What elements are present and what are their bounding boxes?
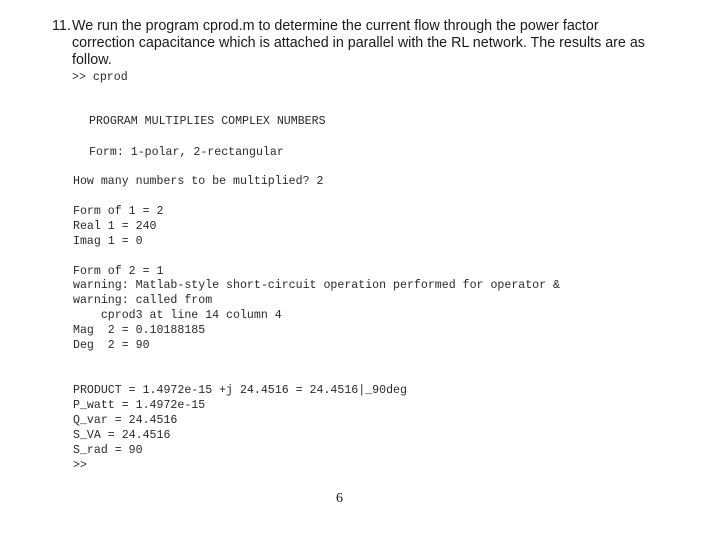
warning-line-2: warning: called from	[73, 294, 213, 307]
s-va-line: S_VA = 24.4516	[73, 429, 171, 442]
q-var-line: Q_var = 24.4516	[73, 414, 178, 427]
product-line: PRODUCT = 1.4972e-15 +j 24.4516 = 24.4516|_90deg	[73, 384, 407, 397]
console-command: >> cprod	[72, 71, 128, 84]
page-number: 6	[336, 491, 343, 506]
form-1-line: Form of 1 = 2	[73, 205, 164, 218]
question-block	[52, 18, 652, 69]
p-watt-line: P_watt = 1.4972e-15	[73, 399, 206, 412]
warning-line-1: warning: Matlab-style short-circuit operation performed for operator &	[73, 279, 561, 292]
real-1-line: Real 1 = 240	[73, 220, 157, 233]
program-header: PROGRAM MULTIPLIES COMPLEX NUMBERS	[89, 115, 326, 128]
warning-line-3: cprod3 at line 14 column 4	[73, 309, 282, 322]
question-number: 11.	[52, 18, 71, 34]
count-prompt: How many numbers to be multiplied? 2	[73, 175, 324, 188]
form-2-line: Form of 2 = 1	[73, 265, 164, 274]
deg-2-line: Deg 2 = 90	[73, 339, 150, 352]
question-text: We run the program cprod.m to determine the current flow through the power factor correction capacitance which is attached in parallel with the RL network. The results are as follow.	[72, 18, 645, 68]
s-rad-line: S_rad = 90	[73, 444, 143, 457]
console-prompt: >>	[73, 459, 87, 472]
mag-2-line: Mag 2 = 0.10188185	[73, 324, 206, 337]
imag-1-line: Imag 1 = 0	[73, 235, 143, 248]
form-prompt: Form: 1-polar, 2-rectangular	[89, 146, 284, 159]
